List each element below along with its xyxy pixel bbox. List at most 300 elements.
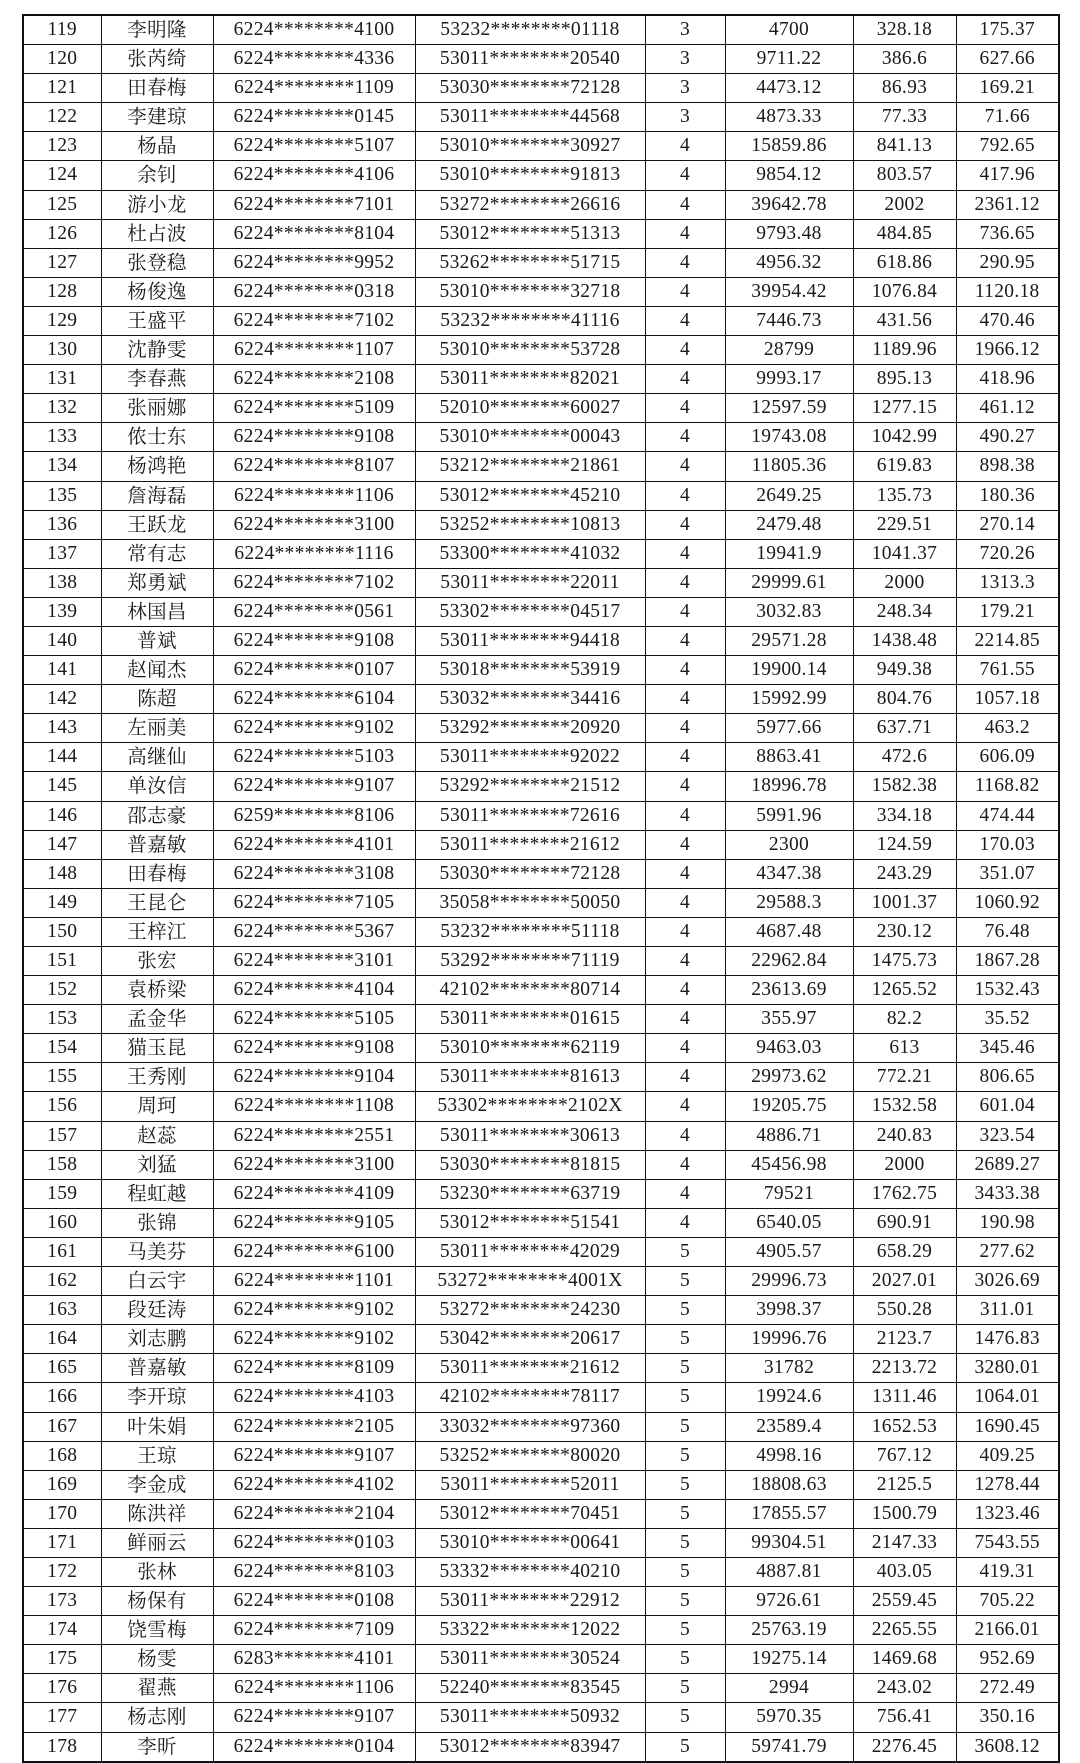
table-cell-amount: 8863.41 bbox=[725, 743, 853, 772]
table-cell-name: 杜占波 bbox=[101, 219, 213, 248]
table-cell-card: 6224********5367 bbox=[213, 917, 415, 946]
table-cell-seq: 123 bbox=[23, 132, 101, 161]
table-row bbox=[23, 1528, 1059, 1557]
table-cell-card: 6224********1109 bbox=[213, 74, 415, 103]
table-cell-value1: 82.2 bbox=[853, 1005, 956, 1034]
table-cell-id: 53292********21512 bbox=[415, 772, 645, 801]
table-cell-amount: 4905.57 bbox=[725, 1237, 853, 1266]
table-cell-card: 6224********0145 bbox=[213, 103, 415, 132]
table-cell-amount: 2649.25 bbox=[725, 481, 853, 510]
table-cell-grade: 4 bbox=[645, 1092, 725, 1121]
table-cell-amount: 23589.4 bbox=[725, 1412, 853, 1441]
table-cell-name: 王昆仑 bbox=[101, 888, 213, 917]
table-cell-id: 52010********60027 bbox=[415, 394, 645, 423]
table-cell-card: 6224********7109 bbox=[213, 1616, 415, 1645]
table-cell-card: 6224********9107 bbox=[213, 772, 415, 801]
table-cell-card: 6224********0561 bbox=[213, 597, 415, 626]
table-cell-id: 53011********94418 bbox=[415, 626, 645, 655]
table-cell-value1: 637.71 bbox=[853, 714, 956, 743]
table-cell-name: 叶朱娟 bbox=[101, 1412, 213, 1441]
table-cell-id: 53032********34416 bbox=[415, 685, 645, 714]
table-cell-name: 单汝信 bbox=[101, 772, 213, 801]
table-cell-seq: 176 bbox=[23, 1674, 101, 1703]
table-cell-value2: 1120.18 bbox=[956, 277, 1059, 306]
table-cell-amount: 9854.12 bbox=[725, 161, 853, 190]
table-cell-value1: 690.91 bbox=[853, 1208, 956, 1237]
table-row bbox=[23, 1557, 1059, 1586]
table-cell-value2: 736.65 bbox=[956, 219, 1059, 248]
table-cell-id: 53011********82021 bbox=[415, 365, 645, 394]
table-row bbox=[23, 1412, 1059, 1441]
table-cell-id: 53212********21861 bbox=[415, 452, 645, 481]
table-cell-value2: 761.55 bbox=[956, 656, 1059, 685]
table-cell-grade: 4 bbox=[645, 976, 725, 1005]
table-row bbox=[23, 219, 1059, 248]
table-cell-grade: 5 bbox=[645, 1674, 725, 1703]
table-cell-id: 53262********51715 bbox=[415, 248, 645, 277]
table-cell-value1: 2002 bbox=[853, 190, 956, 219]
table-cell-card: 6224********4106 bbox=[213, 161, 415, 190]
table-row bbox=[23, 597, 1059, 626]
table-cell-grade: 5 bbox=[645, 1470, 725, 1499]
table-row bbox=[23, 103, 1059, 132]
table-cell-amount: 19900.14 bbox=[725, 656, 853, 685]
table-cell-value2: 1057.18 bbox=[956, 685, 1059, 714]
table-cell-id: 53272********26616 bbox=[415, 190, 645, 219]
table-cell-amount: 29973.62 bbox=[725, 1063, 853, 1092]
table-cell-value2: 705.22 bbox=[956, 1587, 1059, 1616]
table-cell-grade: 4 bbox=[645, 568, 725, 597]
table-row bbox=[23, 394, 1059, 423]
table-cell-seq: 158 bbox=[23, 1150, 101, 1179]
table-cell-amount: 19996.76 bbox=[725, 1325, 853, 1354]
table-cell-amount: 2300 bbox=[725, 830, 853, 859]
table-cell-grade: 4 bbox=[645, 743, 725, 772]
table-cell-value1: 772.21 bbox=[853, 1063, 956, 1092]
table-cell-seq: 132 bbox=[23, 394, 101, 423]
table-cell-seq: 126 bbox=[23, 219, 101, 248]
table-cell-card: 6224********9107 bbox=[213, 1441, 415, 1470]
table-cell-card: 6224********4104 bbox=[213, 976, 415, 1005]
table-row bbox=[23, 1354, 1059, 1383]
table-cell-id: 53011********20540 bbox=[415, 45, 645, 74]
table-cell-name: 赵蕊 bbox=[101, 1121, 213, 1150]
table-cell-value1: 386.6 bbox=[853, 45, 956, 74]
table-cell-id: 42102********78117 bbox=[415, 1383, 645, 1412]
table-row bbox=[23, 888, 1059, 917]
table-cell-id: 53030********72128 bbox=[415, 859, 645, 888]
table-cell-amount: 23613.69 bbox=[725, 976, 853, 1005]
table-cell-name: 李春燕 bbox=[101, 365, 213, 394]
table-cell-value1: 1076.84 bbox=[853, 277, 956, 306]
table-cell-amount: 19275.14 bbox=[725, 1645, 853, 1674]
table-cell-seq: 129 bbox=[23, 306, 101, 335]
table-cell-grade: 4 bbox=[645, 714, 725, 743]
table-cell-id: 53012********83947 bbox=[415, 1732, 645, 1762]
table-cell-value2: 3280.01 bbox=[956, 1354, 1059, 1383]
table-cell-value1: 243.29 bbox=[853, 859, 956, 888]
table-cell-amount: 9463.03 bbox=[725, 1034, 853, 1063]
table-cell-seq: 130 bbox=[23, 336, 101, 365]
table-cell-card: 6224********1106 bbox=[213, 481, 415, 510]
table-cell-amount: 4687.48 bbox=[725, 917, 853, 946]
table-cell-id: 53018********53919 bbox=[415, 656, 645, 685]
table-cell-name: 孟金华 bbox=[101, 1005, 213, 1034]
table-cell-id: 53030********81815 bbox=[415, 1150, 645, 1179]
table-cell-name: 田春梅 bbox=[101, 859, 213, 888]
table-cell-amount: 31782 bbox=[725, 1354, 853, 1383]
table-cell-id: 35058********50050 bbox=[415, 888, 645, 917]
table-cell-grade: 5 bbox=[645, 1703, 725, 1732]
table-cell-id: 53010********00043 bbox=[415, 423, 645, 452]
table-row bbox=[23, 1208, 1059, 1237]
table-cell-value1: 1475.73 bbox=[853, 947, 956, 976]
table-cell-name: 周珂 bbox=[101, 1092, 213, 1121]
table-cell-name: 杨志刚 bbox=[101, 1703, 213, 1732]
table-cell-value1: 2000 bbox=[853, 568, 956, 597]
table-cell-name: 张宏 bbox=[101, 947, 213, 976]
table-cell-grade: 4 bbox=[645, 1034, 725, 1063]
table-row bbox=[23, 248, 1059, 277]
table-cell-id: 53011********22912 bbox=[415, 1587, 645, 1616]
table-cell-value1: 2147.33 bbox=[853, 1528, 956, 1557]
table-row bbox=[23, 306, 1059, 335]
table-cell-name: 李昕 bbox=[101, 1732, 213, 1762]
table-cell-card: 6224********8107 bbox=[213, 452, 415, 481]
table-cell-amount: 19205.75 bbox=[725, 1092, 853, 1121]
table-cell-value2: 7543.55 bbox=[956, 1528, 1059, 1557]
table-cell-card: 6259********8106 bbox=[213, 801, 415, 830]
table-cell-card: 6224********2105 bbox=[213, 1412, 415, 1441]
table-cell-name: 饶雪梅 bbox=[101, 1616, 213, 1645]
table-cell-grade: 4 bbox=[645, 219, 725, 248]
table-cell-grade: 4 bbox=[645, 830, 725, 859]
table-cell-value1: 841.13 bbox=[853, 132, 956, 161]
table-cell-value2: 1060.92 bbox=[956, 888, 1059, 917]
table-cell-seq: 164 bbox=[23, 1325, 101, 1354]
table-cell-value2: 474.44 bbox=[956, 801, 1059, 830]
table-cell-card: 6224********4101 bbox=[213, 830, 415, 859]
table-cell-value1: 1438.48 bbox=[853, 626, 956, 655]
table-cell-value1: 124.59 bbox=[853, 830, 956, 859]
table-cell-amount: 19743.08 bbox=[725, 423, 853, 452]
table-cell-value1: 431.56 bbox=[853, 306, 956, 335]
table-cell-value1: 472.6 bbox=[853, 743, 956, 772]
table-cell-grade: 5 bbox=[645, 1412, 725, 1441]
table-cell-card: 6224********5109 bbox=[213, 394, 415, 423]
table-cell-value1: 229.51 bbox=[853, 510, 956, 539]
table-cell-seq: 161 bbox=[23, 1237, 101, 1266]
table-cell-value2: 2166.01 bbox=[956, 1616, 1059, 1645]
table-cell-card: 6224********9105 bbox=[213, 1208, 415, 1237]
table-cell-card: 6224********0318 bbox=[213, 277, 415, 306]
table-cell-value2: 409.25 bbox=[956, 1441, 1059, 1470]
table-cell-grade: 5 bbox=[645, 1499, 725, 1528]
table-cell-amount: 5970.35 bbox=[725, 1703, 853, 1732]
table-cell-value2: 179.21 bbox=[956, 597, 1059, 626]
table-cell-value2: 463.2 bbox=[956, 714, 1059, 743]
table-cell-grade: 5 bbox=[645, 1267, 725, 1296]
table-cell-name: 杨保有 bbox=[101, 1587, 213, 1616]
table-cell-id: 53011********50932 bbox=[415, 1703, 645, 1732]
table-row bbox=[23, 539, 1059, 568]
table-cell-value1: 2027.01 bbox=[853, 1267, 956, 1296]
table-cell-value2: 272.49 bbox=[956, 1674, 1059, 1703]
table-cell-seq: 131 bbox=[23, 365, 101, 394]
table-cell-grade: 4 bbox=[645, 1150, 725, 1179]
table-cell-seq: 152 bbox=[23, 976, 101, 1005]
table-cell-card: 6224********5107 bbox=[213, 132, 415, 161]
table-row bbox=[23, 1732, 1059, 1762]
table-cell-grade: 3 bbox=[645, 74, 725, 103]
table-cell-id: 53011********01615 bbox=[415, 1005, 645, 1034]
table-row bbox=[23, 1005, 1059, 1034]
table-cell-amount: 19941.9 bbox=[725, 539, 853, 568]
table-cell-card: 6224********3100 bbox=[213, 510, 415, 539]
table-cell-id: 53252********80020 bbox=[415, 1441, 645, 1470]
table-cell-seq: 153 bbox=[23, 1005, 101, 1034]
table-cell-amount: 4873.33 bbox=[725, 103, 853, 132]
table-cell-amount: 29999.61 bbox=[725, 568, 853, 597]
table-cell-amount: 4700 bbox=[725, 15, 853, 45]
table-cell-amount: 29996.73 bbox=[725, 1267, 853, 1296]
table-cell-grade: 5 bbox=[645, 1441, 725, 1470]
table-cell-value1: 1001.37 bbox=[853, 888, 956, 917]
table-cell-name: 杨晶 bbox=[101, 132, 213, 161]
table-cell-name: 李开琼 bbox=[101, 1383, 213, 1412]
table-row bbox=[23, 976, 1059, 1005]
table-cell-id: 53012********70451 bbox=[415, 1499, 645, 1528]
table-cell-grade: 4 bbox=[645, 510, 725, 539]
table-cell-value2: 418.96 bbox=[956, 365, 1059, 394]
table-row bbox=[23, 1587, 1059, 1616]
table-cell-card: 6224********1107 bbox=[213, 336, 415, 365]
table-cell-value2: 345.46 bbox=[956, 1034, 1059, 1063]
table-cell-value1: 77.33 bbox=[853, 103, 956, 132]
table-cell-grade: 4 bbox=[645, 452, 725, 481]
table-cell-id: 53272********4001X bbox=[415, 1267, 645, 1296]
table-cell-seq: 124 bbox=[23, 161, 101, 190]
table-cell-grade: 5 bbox=[645, 1557, 725, 1586]
table-cell-value2: 490.27 bbox=[956, 423, 1059, 452]
table-row bbox=[23, 423, 1059, 452]
table-cell-amount: 28799 bbox=[725, 336, 853, 365]
table-cell-seq: 166 bbox=[23, 1383, 101, 1412]
table-cell-value1: 550.28 bbox=[853, 1296, 956, 1325]
table-cell-value2: 3608.12 bbox=[956, 1732, 1059, 1762]
table-cell-value1: 135.73 bbox=[853, 481, 956, 510]
table-cell-value1: 1311.46 bbox=[853, 1383, 956, 1412]
table-cell-id: 53010********53728 bbox=[415, 336, 645, 365]
table-cell-card: 6224********8109 bbox=[213, 1354, 415, 1383]
table-cell-amount: 25763.19 bbox=[725, 1616, 853, 1645]
table-row bbox=[23, 1470, 1059, 1499]
table-cell-id: 53230********63719 bbox=[415, 1179, 645, 1208]
table-cell-amount: 79521 bbox=[725, 1179, 853, 1208]
table-cell-amount: 4347.38 bbox=[725, 859, 853, 888]
table-cell-grade: 5 bbox=[645, 1237, 725, 1266]
table-cell-card: 6224********2551 bbox=[213, 1121, 415, 1150]
table-cell-seq: 128 bbox=[23, 277, 101, 306]
table-cell-grade: 4 bbox=[645, 1208, 725, 1237]
table-cell-name: 陈超 bbox=[101, 685, 213, 714]
table-cell-value1: 403.05 bbox=[853, 1557, 956, 1586]
table-cell-grade: 5 bbox=[645, 1354, 725, 1383]
table-cell-id: 53011********30613 bbox=[415, 1121, 645, 1150]
table-cell-card: 6224********4102 bbox=[213, 1470, 415, 1499]
table-row bbox=[23, 161, 1059, 190]
table-cell-grade: 5 bbox=[645, 1325, 725, 1354]
table-cell-value2: 180.36 bbox=[956, 481, 1059, 510]
table-cell-value1: 484.85 bbox=[853, 219, 956, 248]
table-cell-value1: 618.86 bbox=[853, 248, 956, 277]
table-cell-seq: 171 bbox=[23, 1528, 101, 1557]
table-row bbox=[23, 481, 1059, 510]
table-cell-amount: 2994 bbox=[725, 1674, 853, 1703]
table-cell-id: 53011********22011 bbox=[415, 568, 645, 597]
table-cell-value2: 1168.82 bbox=[956, 772, 1059, 801]
table-cell-amount: 4887.81 bbox=[725, 1557, 853, 1586]
table-cell-card: 6224********9107 bbox=[213, 1703, 415, 1732]
table-row bbox=[23, 15, 1059, 45]
table-cell-value2: 470.46 bbox=[956, 306, 1059, 335]
table-cell-value2: 627.66 bbox=[956, 45, 1059, 74]
table-cell-id: 53012********51541 bbox=[415, 1208, 645, 1237]
table-cell-amount: 4886.71 bbox=[725, 1121, 853, 1150]
table-cell-name: 李明隆 bbox=[101, 15, 213, 45]
table-cell-seq: 168 bbox=[23, 1441, 101, 1470]
table-cell-value1: 1532.58 bbox=[853, 1092, 956, 1121]
table-cell-amount: 17855.57 bbox=[725, 1499, 853, 1528]
table-cell-name: 王秀刚 bbox=[101, 1063, 213, 1092]
table-row bbox=[23, 859, 1059, 888]
table-row bbox=[23, 1092, 1059, 1121]
table-cell-grade: 4 bbox=[645, 917, 725, 946]
table-cell-value2: 1278.44 bbox=[956, 1470, 1059, 1499]
table-cell-grade: 4 bbox=[645, 597, 725, 626]
table-row bbox=[23, 1383, 1059, 1412]
table-cell-value1: 1469.68 bbox=[853, 1645, 956, 1674]
table-cell-value2: 417.96 bbox=[956, 161, 1059, 190]
table-cell-amount: 4473.12 bbox=[725, 74, 853, 103]
table-cell-name: 张登稳 bbox=[101, 248, 213, 277]
table-cell-grade: 4 bbox=[645, 277, 725, 306]
table-cell-value1: 658.29 bbox=[853, 1237, 956, 1266]
table-cell-card: 6224********7101 bbox=[213, 190, 415, 219]
table-cell-id: 53232********01118 bbox=[415, 15, 645, 45]
table-cell-name: 杨鸿艳 bbox=[101, 452, 213, 481]
table-row bbox=[23, 74, 1059, 103]
table-cell-grade: 4 bbox=[645, 132, 725, 161]
table-cell-card: 6224********2108 bbox=[213, 365, 415, 394]
table-cell-id: 53011********44568 bbox=[415, 103, 645, 132]
table-cell-card: 6224********8104 bbox=[213, 219, 415, 248]
table-cell-value2: 3433.38 bbox=[956, 1179, 1059, 1208]
table-cell-seq: 141 bbox=[23, 656, 101, 685]
table-cell-grade: 3 bbox=[645, 45, 725, 74]
table-cell-card: 6224********9102 bbox=[213, 1325, 415, 1354]
table-cell-amount: 19924.6 bbox=[725, 1383, 853, 1412]
table-cell-id: 53011********72616 bbox=[415, 801, 645, 830]
table-cell-value2: 1313.3 bbox=[956, 568, 1059, 597]
table-cell-card: 6224********9108 bbox=[213, 1034, 415, 1063]
table-cell-name: 高继仙 bbox=[101, 743, 213, 772]
table-cell-value2: 1323.46 bbox=[956, 1499, 1059, 1528]
table-cell-seq: 144 bbox=[23, 743, 101, 772]
table-cell-id: 53332********40210 bbox=[415, 1557, 645, 1586]
table-cell-name: 常有志 bbox=[101, 539, 213, 568]
table-cell-grade: 4 bbox=[645, 1121, 725, 1150]
table-cell-id: 33032********97360 bbox=[415, 1412, 645, 1441]
table-cell-name: 普嘉敏 bbox=[101, 1354, 213, 1383]
table-cell-seq: 177 bbox=[23, 1703, 101, 1732]
table-cell-amount: 9993.17 bbox=[725, 365, 853, 394]
table-cell-name: 赵闻杰 bbox=[101, 656, 213, 685]
table-cell-value1: 2276.45 bbox=[853, 1732, 956, 1762]
table-cell-value2: 601.04 bbox=[956, 1092, 1059, 1121]
table-cell-grade: 4 bbox=[645, 394, 725, 423]
table-row bbox=[23, 277, 1059, 306]
table-cell-value2: 461.12 bbox=[956, 394, 1059, 423]
table-row bbox=[23, 1616, 1059, 1645]
table-cell-value2: 3026.69 bbox=[956, 1267, 1059, 1296]
table-cell-id: 53302********2102X bbox=[415, 1092, 645, 1121]
table-cell-card: 6283********4101 bbox=[213, 1645, 415, 1674]
table-cell-amount: 18996.78 bbox=[725, 772, 853, 801]
table-cell-grade: 5 bbox=[645, 1383, 725, 1412]
table-cell-value2: 175.37 bbox=[956, 15, 1059, 45]
table-cell-name: 翟燕 bbox=[101, 1674, 213, 1703]
table-cell-grade: 5 bbox=[645, 1732, 725, 1762]
table-cell-grade: 4 bbox=[645, 1005, 725, 1034]
table-cell-grade: 4 bbox=[645, 161, 725, 190]
table-cell-name: 刘志鹏 bbox=[101, 1325, 213, 1354]
table-cell-card: 6224********9108 bbox=[213, 423, 415, 452]
table-cell-amount: 9793.48 bbox=[725, 219, 853, 248]
table-cell-amount: 9711.22 bbox=[725, 45, 853, 74]
table-row bbox=[23, 917, 1059, 946]
table-cell-value1: 2123.7 bbox=[853, 1325, 956, 1354]
table-cell-card: 6224********6100 bbox=[213, 1237, 415, 1266]
table-cell-card: 6224********0103 bbox=[213, 1528, 415, 1557]
table-row bbox=[23, 685, 1059, 714]
table-cell-seq: 157 bbox=[23, 1121, 101, 1150]
table-row bbox=[23, 132, 1059, 161]
table-cell-amount: 9726.61 bbox=[725, 1587, 853, 1616]
table-cell-grade: 5 bbox=[645, 1616, 725, 1645]
table-cell-seq: 162 bbox=[23, 1267, 101, 1296]
table-cell-seq: 137 bbox=[23, 539, 101, 568]
table-row bbox=[23, 1179, 1059, 1208]
table-row bbox=[23, 452, 1059, 481]
table-cell-name: 陈洪祥 bbox=[101, 1499, 213, 1528]
table-cell-grade: 5 bbox=[645, 1587, 725, 1616]
table-cell-value1: 803.57 bbox=[853, 161, 956, 190]
records-table-body bbox=[23, 15, 1059, 1762]
table-row bbox=[23, 1150, 1059, 1179]
table-cell-seq: 139 bbox=[23, 597, 101, 626]
table-cell-value1: 895.13 bbox=[853, 365, 956, 394]
table-cell-name: 沈静雯 bbox=[101, 336, 213, 365]
table-cell-id: 53011********92022 bbox=[415, 743, 645, 772]
table-row bbox=[23, 365, 1059, 394]
table-cell-seq: 154 bbox=[23, 1034, 101, 1063]
table-cell-seq: 159 bbox=[23, 1179, 101, 1208]
table-cell-seq: 146 bbox=[23, 801, 101, 830]
table-cell-seq: 167 bbox=[23, 1412, 101, 1441]
table-cell-value2: 952.69 bbox=[956, 1645, 1059, 1674]
table-cell-amount: 3032.83 bbox=[725, 597, 853, 626]
